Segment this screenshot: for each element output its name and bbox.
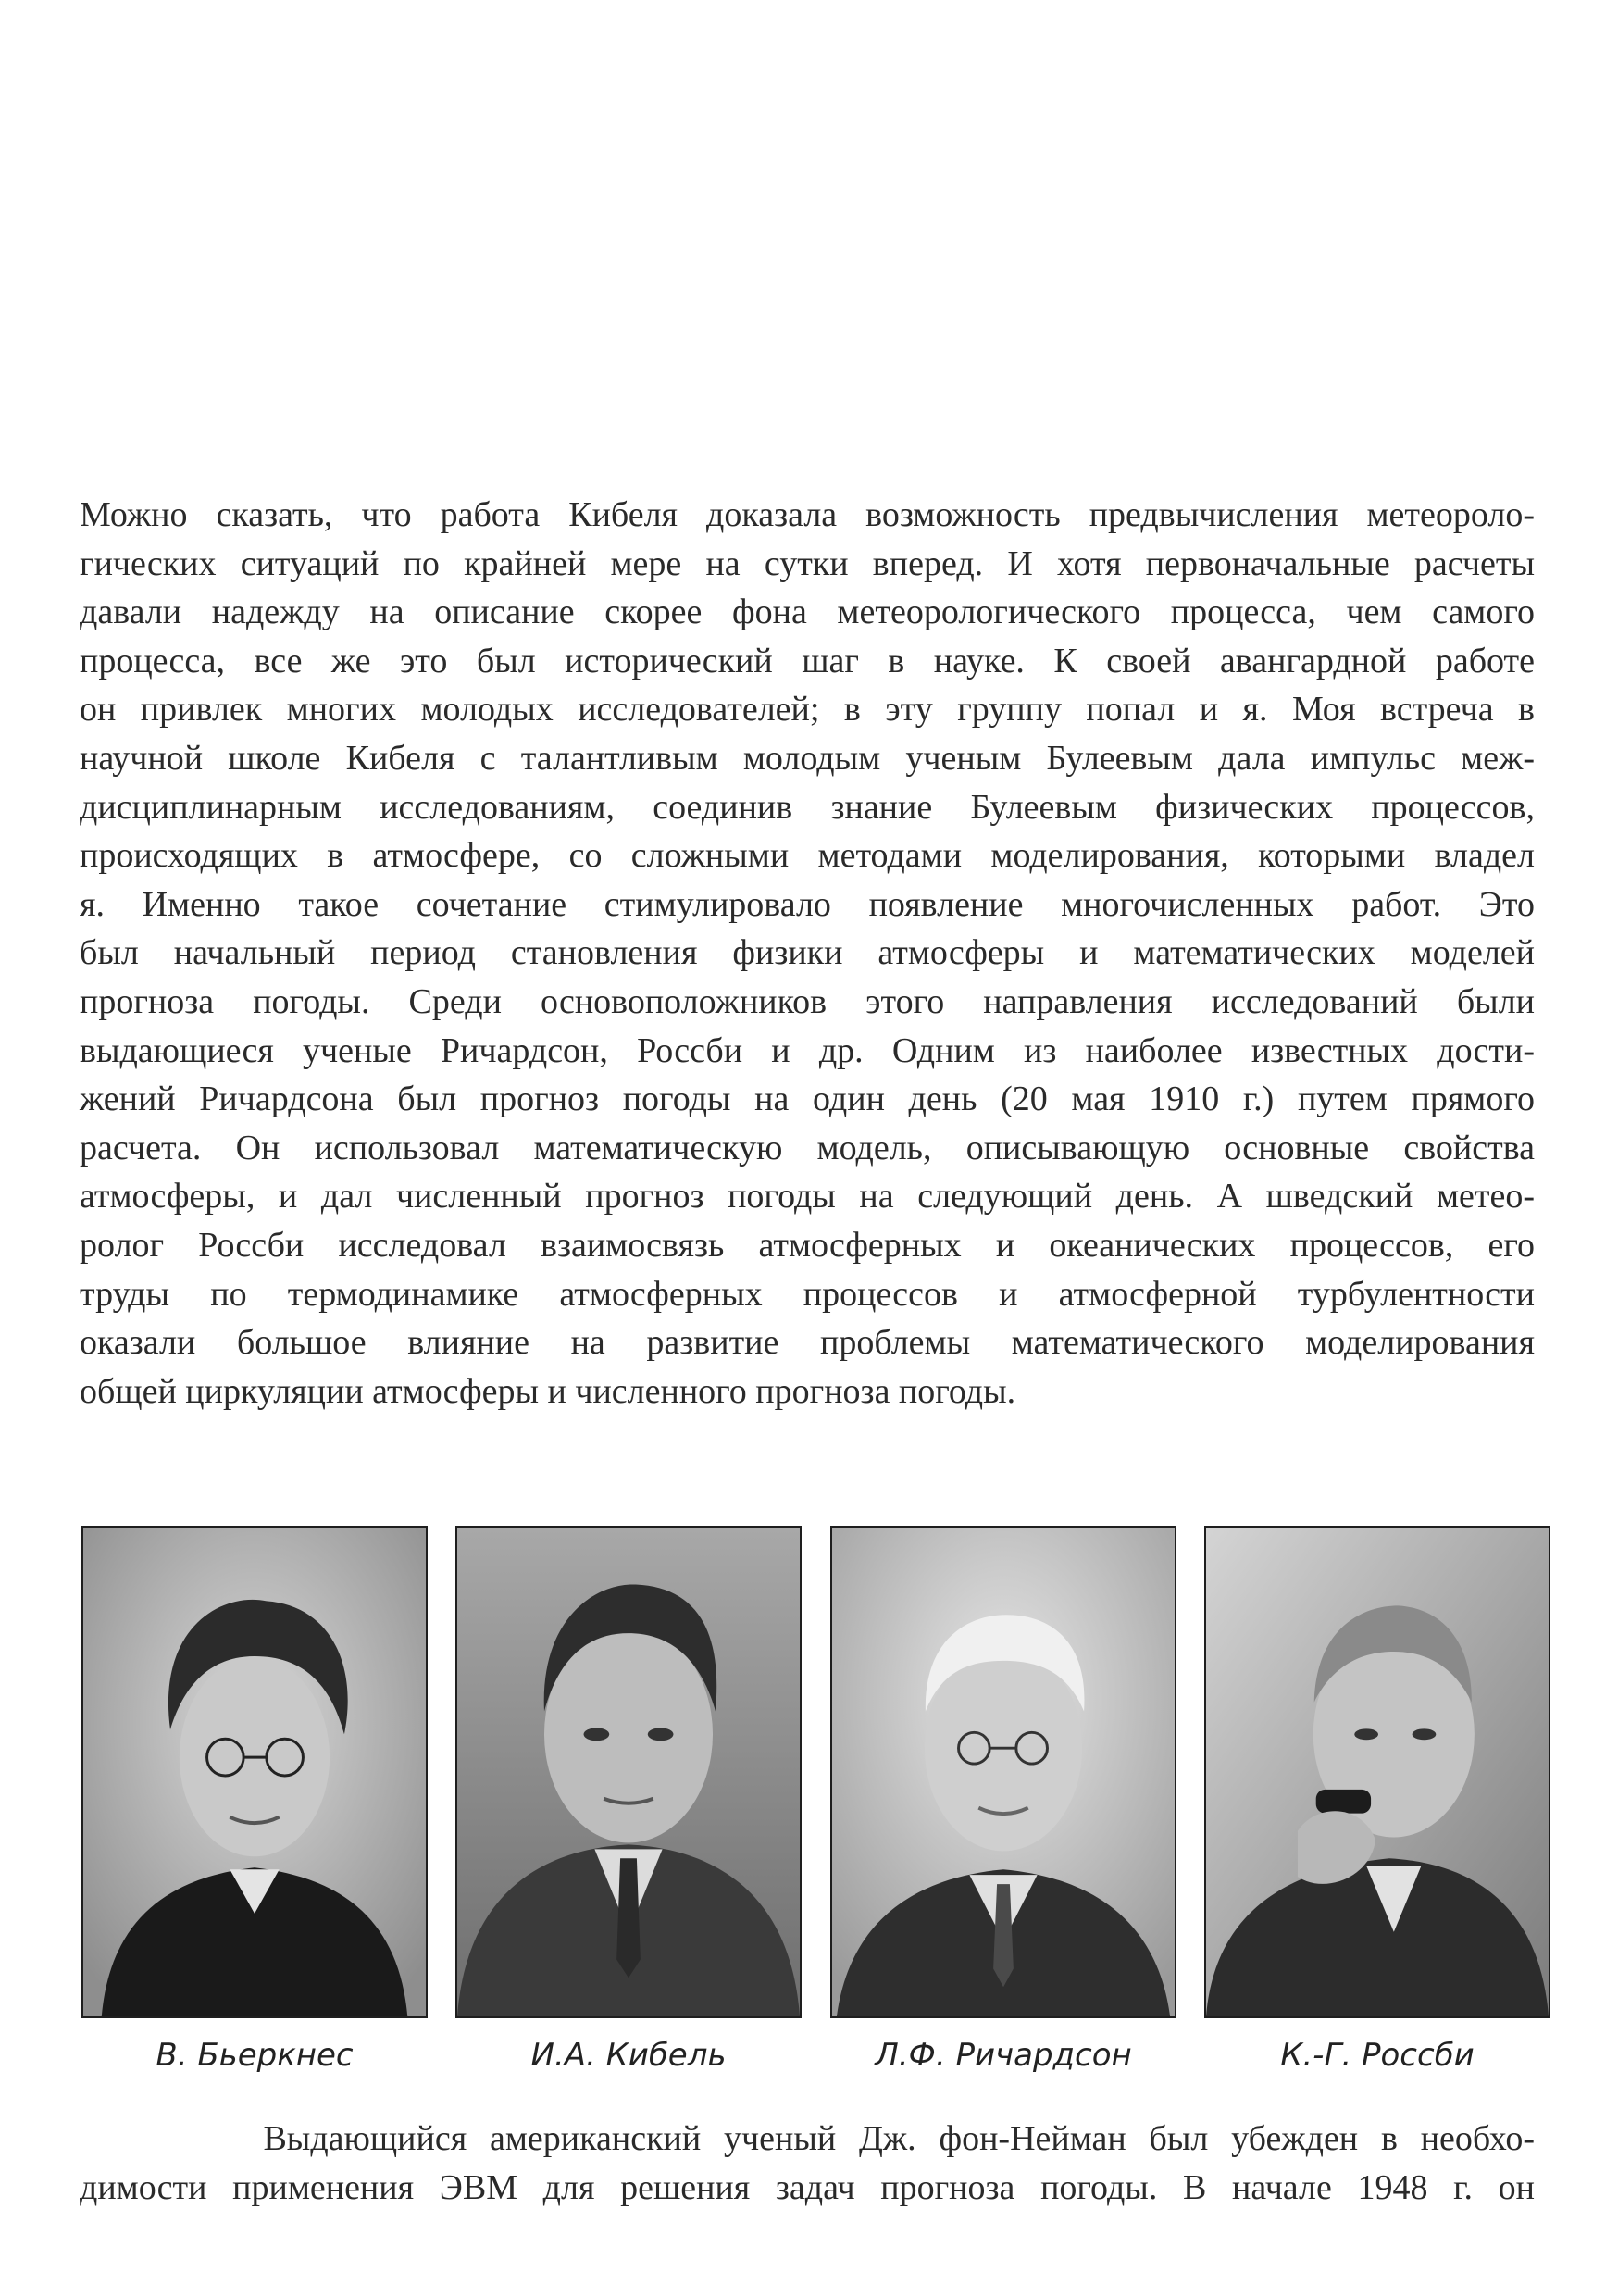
text-line: труды по термодинамике атмосферных процессов и атмосферной турбулентности — [80, 1274, 1535, 1314]
text-line: происходящих в атмосфере, со сложными методами моделирования, которыми владел — [80, 836, 1535, 876]
portrait-image — [1206, 1528, 1549, 2016]
text-line: он привлек многих молодых исследователей; в эту группу попал и я. Моя встреча в — [80, 690, 1535, 730]
text-line: Можно сказать, что работа Кибеля доказала возможность предвычисления метеороло- — [80, 495, 1535, 534]
photo-caption: Л.Ф. Ричардсон — [875, 2037, 1132, 2074]
photo-caption: К.-Г. Россби — [1280, 2037, 1475, 2074]
photo-caption: В. Бьеркнес — [156, 2037, 354, 2074]
text-line: давали надежду на описание скорее фона метеорологического процесса, чем самого — [80, 593, 1535, 632]
text-line: прогноза погоды. Среди основоположников этого направления исследований были — [80, 981, 1535, 1021]
portrait-photo — [830, 1526, 1176, 2018]
body-paragraph — [80, 491, 1535, 1416]
text-line: научной школе Кибеля с талантливым молодым ученым Булеевым дала импульс меж- — [80, 738, 1535, 778]
portrait-image — [83, 1528, 426, 2016]
text-line: атмосферы, и дал численный прогноз погоды на следующий день. А шведский метео- — [80, 1177, 1535, 1217]
text-line: был начальный период становления физики атмосферы и математических моделей — [80, 933, 1535, 973]
photo-caption: И.А. Кибель — [530, 2037, 727, 2074]
text-line: общей циркуляции атмосферы и численного прогноза погоды. — [80, 1371, 1016, 1411]
text-line: жений Ричардсона был прогноз погоды на один день (20 мая 1910 г.) путем прямого — [80, 1079, 1535, 1119]
text-line: процесса, все же это был исторический шаг в науке. К своей авангардной работе — [80, 641, 1535, 680]
text-line: ролог Россби исследовал взаимосвязь атмосферных и океанических процессов, его — [80, 1225, 1535, 1265]
text-line: расчета. Он использовал математическую модель, описывающую основные свойства — [80, 1128, 1535, 1167]
portrait-photo — [81, 1526, 428, 2018]
text-line: гических ситуаций по крайней мере на сутки вперед. И хотя первоначальные расчеты — [80, 543, 1535, 583]
text-line: я. Именно такое сочетание стимулировало появление многочисленных работ. Это — [80, 884, 1535, 924]
body-paragraph — [80, 2115, 1535, 2212]
text-line: Выдающийся американский ученый Дж. фон-Нейман был убежден в необхо- — [80, 2119, 1535, 2158]
portrait-photo — [1204, 1526, 1550, 2018]
portrait-image — [457, 1528, 800, 2016]
text-line: выдающиеся ученые Ричардсон, Россби и др. Одним из наиболее известных дости- — [80, 1030, 1535, 1070]
portrait-photo — [455, 1526, 802, 2018]
text-line: оказали большое влияние на развитие проблемы математического моделирования — [80, 1323, 1535, 1363]
text-line: димости применения ЭВМ для решения задач прогноза погоды. В начале 1948 г. он — [80, 2167, 1535, 2207]
portrait-image — [832, 1528, 1175, 2016]
text-line: дисциплинарным исследованиям, соединив знание Булеевым физических процессов, — [80, 787, 1535, 827]
